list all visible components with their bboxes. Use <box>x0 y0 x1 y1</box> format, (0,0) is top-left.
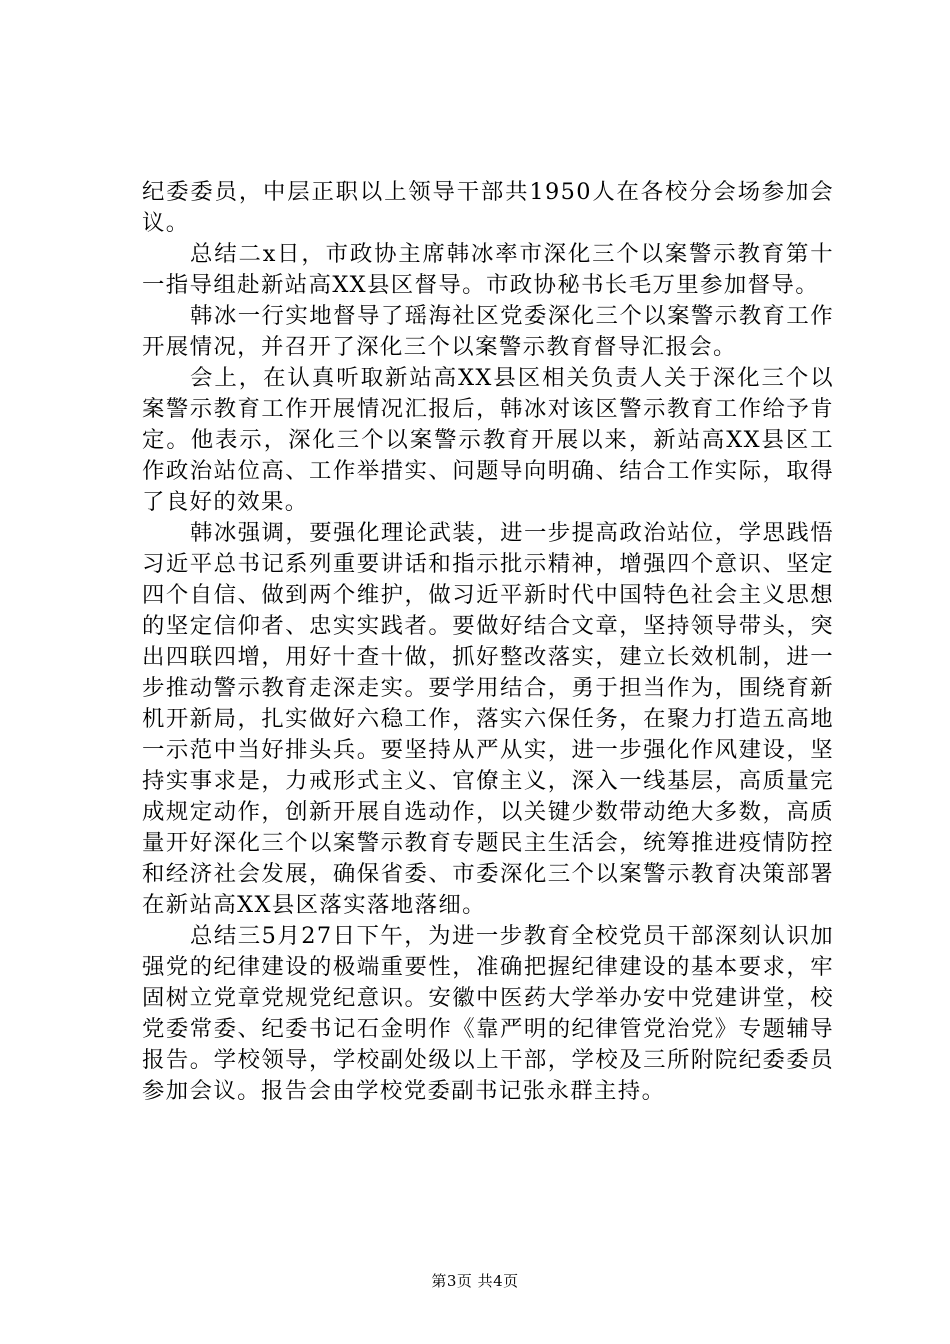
paragraph-emphasis: 韩冰强调，要强化理论武装，进一步提高政治站位，学思践悟习近平总书记系列重要讲话和指示批示精神，增强四个意识、坚定四个自信、做到两个维护，做习近平新时代中国特色社会主义思想的坚定信仰者、忠实实践者。要做好结合文章，坚持领导带头，突出四联四增，用好十查十做，抓好整改落实，建立长效机制，进一步推动警示教育走深走实。要学用结合，勇于担当作为，围绕育新机开新局，扎实做好六稳工作，落实六保任务，在聚力打造五高地一示范中当好排头兵。要坚持从严从实，进一步强化作风建设，坚持实事求是，力戒形式主义、官僚主义，深入一线基层，高质量完成规定动作，创新开展自选动作，以关键少数带动绝大多数，高质量开好深化三个以案警示教育专题民主生活会，统筹推进疫情防控和经济社会发展，确保省委、市委深化三个以案警示教育决策部署在新站高XX县区落实落地落细。 <box>142 520 834 918</box>
paragraph-meeting: 会上，在认真听取新站高XX县区相关负责人关于深化三个以案警示教育工作开展情况汇报后，韩冰对该区警示教育工作给予肯定。他表示，深化三个以案警示教育开展以来，新站高XX县区工作政治站位高、工作举措实、问题导向明确、结合工作实际，取得了良好的效果。 <box>142 365 834 515</box>
paragraph-summary-two: 总结二x日，市政协主席韩冰率市深化三个以案警示教育第十一指导组赴新站高XX县区督导。市政协秘书长毛万里参加督导。 <box>142 241 834 298</box>
paragraph-summary-three: 总结三5月27日下午，为进一步教育全校党员干部深刻认识加强党的纪律建设的极端重要性，准确把握纪律建设的基本要求，牢固树立党章党规党纪意识。安徽中医药大学举办安中党建讲堂，校党委常委、纪委书记石金明作《靠严明的纪律管党治党》专题辅导报告。学校领导，学校副处级以上干部，学校及三所附院纪委委员参加会议。报告会由学校党委副书记张永群主持。 <box>142 923 834 1104</box>
page-footer: 第3页 共4页 <box>431 1272 519 1290</box>
document-body <box>142 177 834 1107</box>
paragraph-continuation: 纪委委员，中层正职以上领导干部共1950人在各校分会场参加会议。 <box>142 179 834 236</box>
paragraph-inspection: 韩冰一行实地督导了瑶海社区党委深化三个以案警示教育工作开展情况，并召开了深化三个以案警示教育督导汇报会。 <box>142 303 834 360</box>
